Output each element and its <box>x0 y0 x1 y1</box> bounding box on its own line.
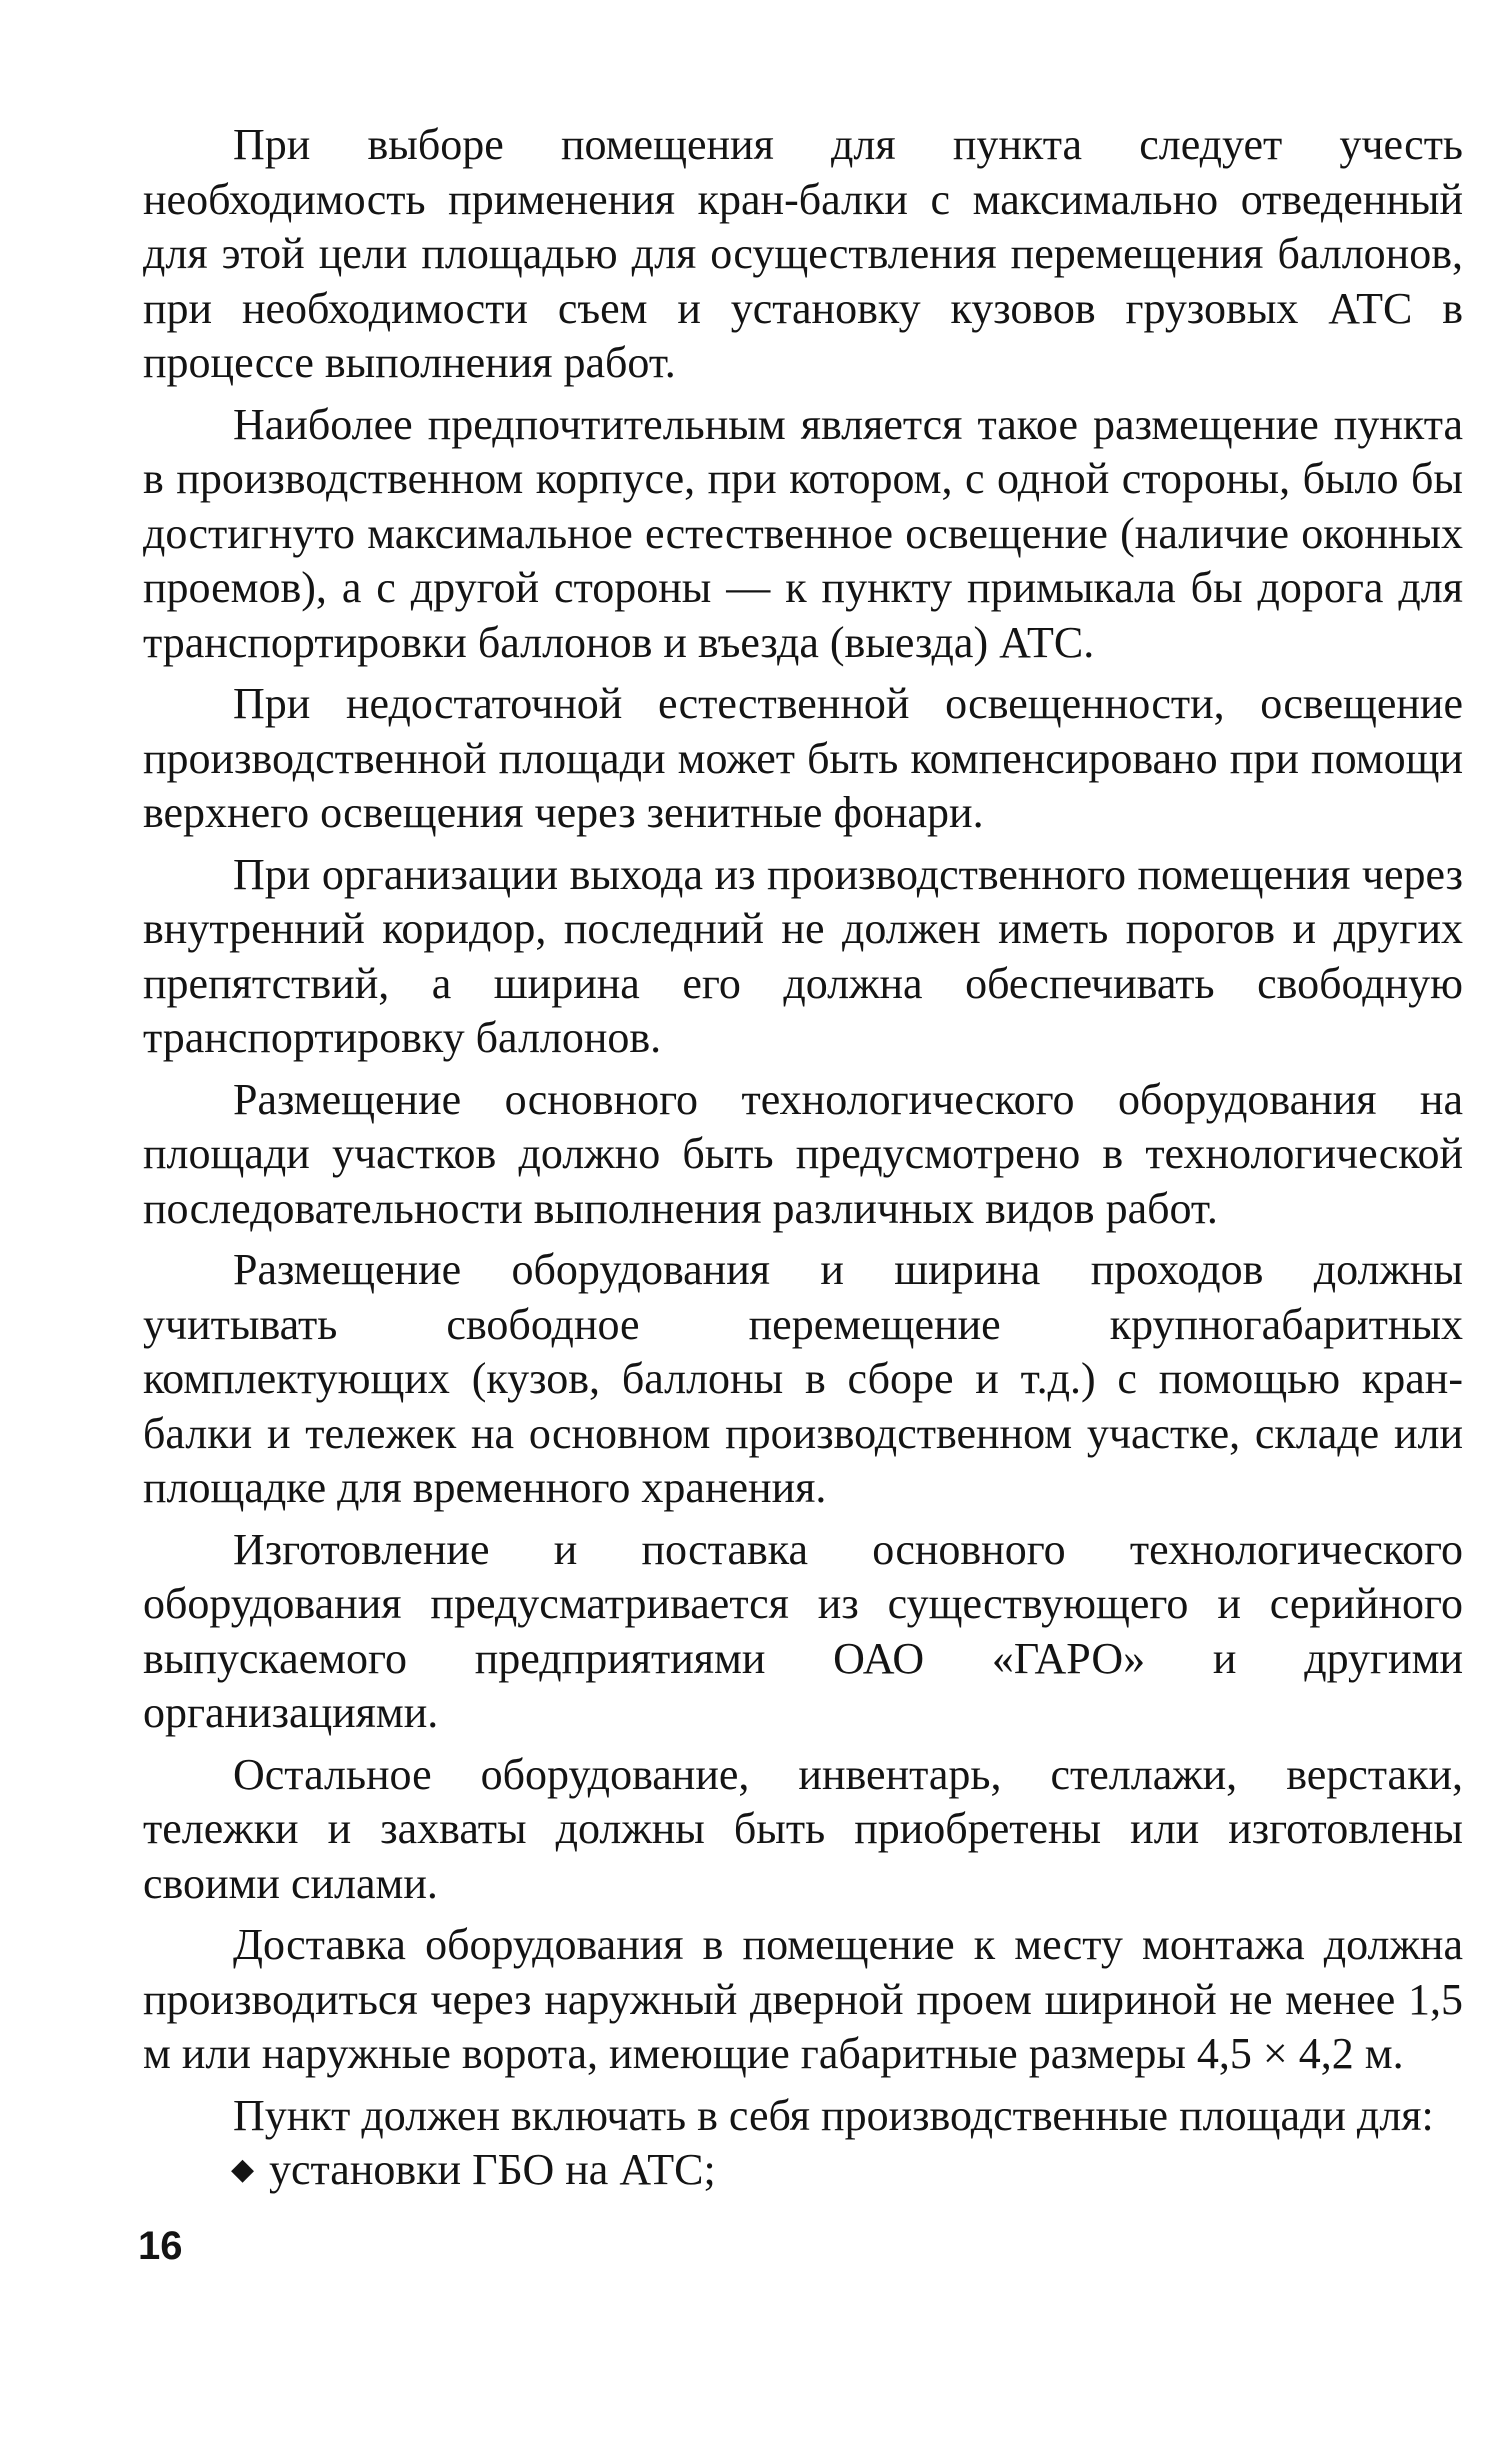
paragraph-room-selection: При выборе помещения для пункта следует учесть необходимость применения кран-балки с максимально отведенный для этой цели площадью для осуществления перемещения баллонов, при необходимости съем и установку кузовов грузовых АТС в процессе выполнения работ. <box>143 120 1463 387</box>
paragraph-delivery: Доставка оборудования в помещение к месту монтажа должна производиться через наружный дверной проем шириной не менее 1,5 м или наружные ворота, имеющие габаритные размеры 4,5 × 4,2 м. <box>143 1920 1463 2078</box>
paragraph-lighting: При недостаточной естественной освещенности, освещение производственной площади может быть компенсировано при помощи верхнего освещения через зенитные фонари. <box>143 679 1463 837</box>
paragraph-passages: Размещение оборудования и ширина проходов должны учитывать свободное перемещение крупногабаритных комплектующих (кузов, баллоны в сборе и т.д.) с помощью кран-балки и тележек на основном производственном участке, складе или площадке для временного хранения. <box>143 1245 1463 1512</box>
paragraph-other-equipment: Остальное оборудование, инвентарь, стеллажи, верстаки, тележки и захваты должны быть приобретены или изготовлены своими силами. <box>143 1749 1463 1908</box>
diamond-bullet-icon: ◆ <box>231 2153 255 2186</box>
paragraph-areas-intro: Пункт должен включать в себя производственные площади для: <box>233 2090 1434 2140</box>
list-item-text: установки ГБО на АТС; <box>269 2145 716 2194</box>
list-item <box>143 2143 1463 2198</box>
paragraph-equipment-layout: Размещение основного технологического оборудования на площади участков должно быть предусмотрено в технологической последовательности выполнения различных видов работ. <box>143 1074 1463 1233</box>
body-text <box>143 118 1463 2198</box>
paragraph-placement: Наиболее предпочтительным является такое размещение пункта в производственном корпусе, при котором, с одной стороны, было бы достигнуто максимальное естественное освещение (наличие оконных проемов), а с другой стороны — к пункту примыкала бы дорога для транспортировки баллонов и въезда (выезда) АТС. <box>143 399 1463 667</box>
paragraph-corridor: При организации выхода из производственного помещения через внутренний коридор, последний не должен иметь порогов и других препятствий, а ширина его должна обеспечивать свободную транспортировку баллонов. <box>143 849 1463 1062</box>
paragraph-manufacturing: Изготовление и поставка основного технологического оборудования предусматривается из существующего и серийного выпускаемого предприятиями ОАО «ГАРО» и другими организациями. <box>143 1524 1463 1737</box>
page-number: 16 <box>138 2224 183 2268</box>
areas-list <box>143 2143 1463 2198</box>
